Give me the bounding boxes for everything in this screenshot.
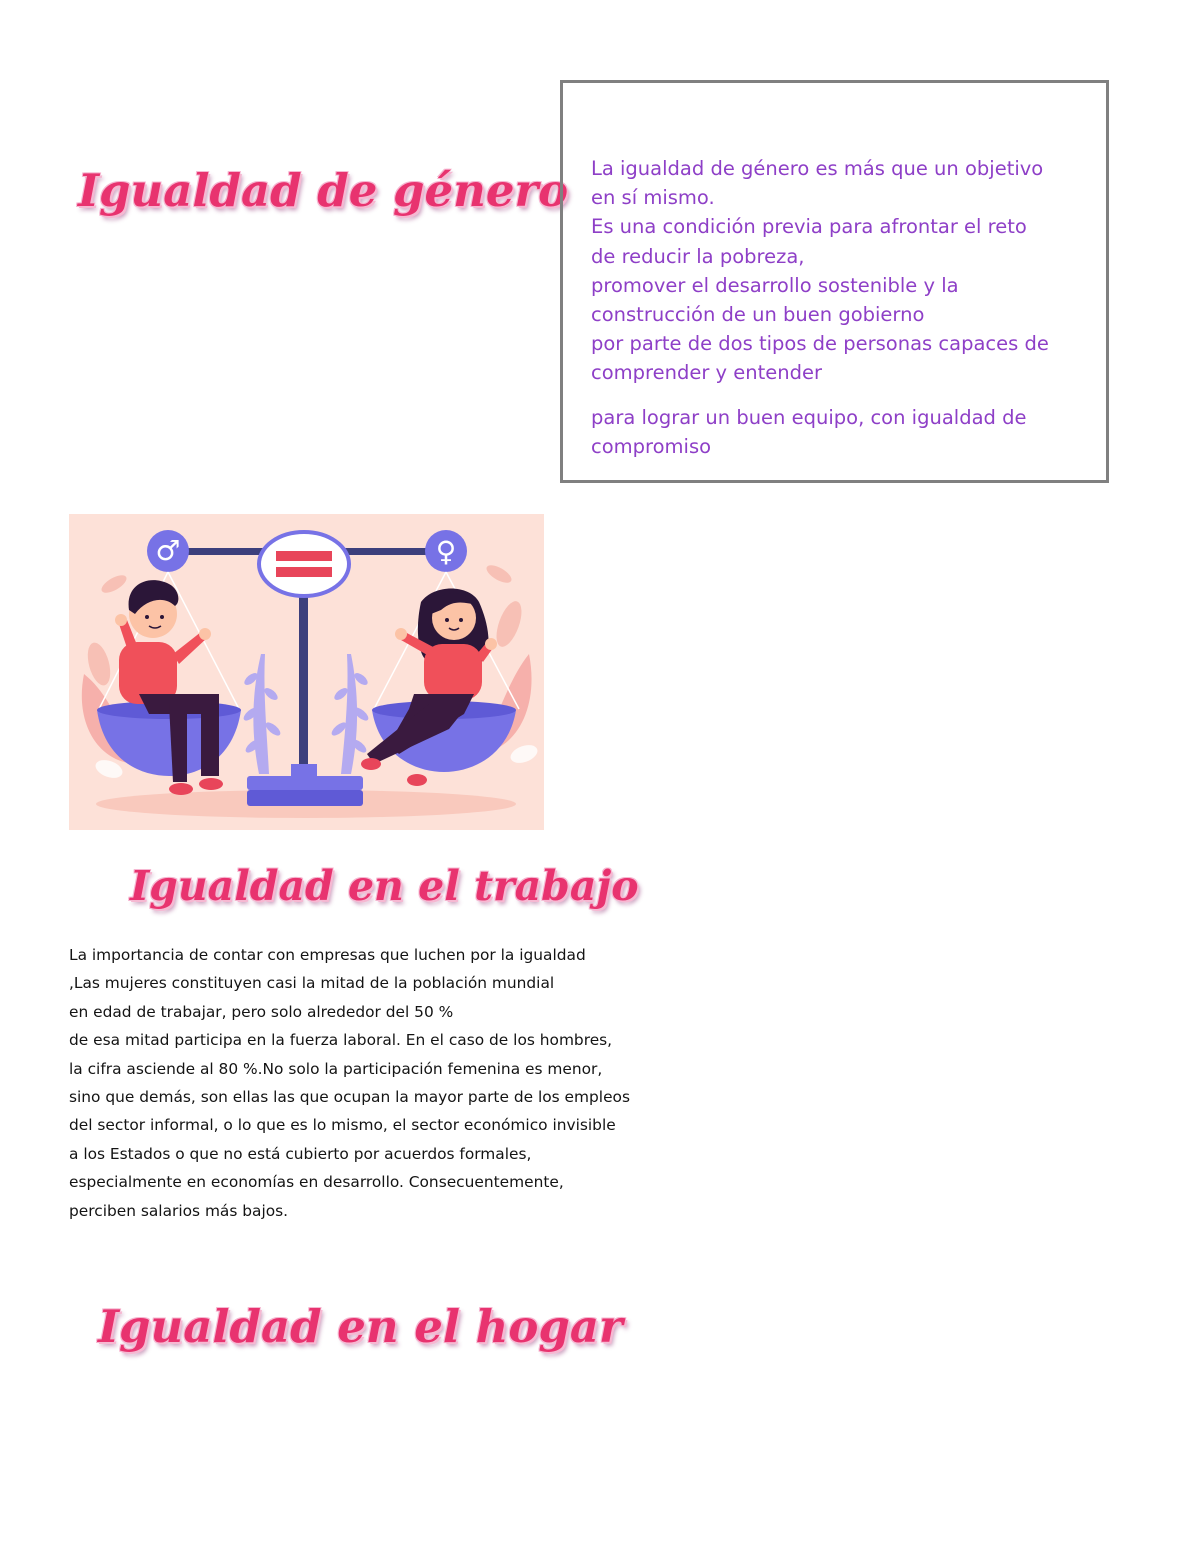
quote-line: de reducir la pobreza,	[591, 244, 805, 268]
heading-home-equality: Igualdad en el hogar	[98, 1300, 623, 1353]
quote-line: para lograr un buen equipo, con igualdad de	[591, 405, 1027, 429]
quote-line: por parte de dos tipos de personas capaces de	[591, 332, 1049, 356]
paragraph-line: perciben salarios más bajos.	[69, 1201, 289, 1220]
paragraph-line: La importancia de contar con empresas que luchen por la igualdad	[69, 946, 586, 964]
work-paragraph	[69, 941, 630, 1225]
scale-base	[247, 776, 363, 790]
paragraph-line: especialmente en economías en desarrollo. Consecuentemente,	[69, 1173, 564, 1192]
paragraph-line: en edad de trabajar, pero solo alrededor del 50 %	[69, 1002, 454, 1021]
quote-line: en sí mismo.	[591, 186, 715, 210]
paragraph-line: del sector informal, o lo que es lo mismo, el sector económico invisible	[69, 1116, 616, 1135]
heading-work-equality: Igualdad en el trabajo	[130, 862, 639, 910]
quote-line: Es una condición previa para afrontar el reto	[591, 215, 1027, 239]
quote-text	[591, 154, 1091, 461]
quote-line: comprender y entender	[591, 361, 823, 385]
quote-line: La igualdad de género es más que un objetivo	[591, 157, 1044, 180]
quote-box	[560, 80, 1109, 483]
paragraph-line: la cifra asciende al 80 %.No solo la participación femenina es menor,	[69, 1059, 603, 1078]
quote-line: construcción de un buen gobierno	[591, 303, 925, 327]
scale-base-top	[291, 764, 317, 778]
scale-pole	[299, 584, 308, 774]
equals-badge	[259, 532, 349, 596]
paragraph-line: sino que demás, son ellas las que ocupan la mayor parte de los empleos	[69, 1088, 630, 1107]
paragraph-line: ,Las mujeres constituyen casi la mitad de la población mundial	[69, 974, 555, 993]
paragraph-line: a los Estados o que no está cubierto por acuerdos formales,	[69, 1144, 532, 1163]
female-symbol-icon: ♀	[435, 535, 457, 568]
gender-scale-illustration	[69, 514, 544, 830]
male-symbol-icon: ♂	[155, 534, 181, 567]
quote-line: compromiso	[591, 434, 712, 458]
heading-gender-equality: Igualdad de género	[78, 164, 569, 217]
equals-bar-bottom	[276, 567, 332, 577]
quote-line: promover el desarrollo sostenible y la	[591, 273, 959, 297]
equals-bar-top	[276, 551, 332, 561]
paragraph-line: de esa mitad participa en la fuerza laboral. En el caso de los hombres,	[69, 1031, 613, 1050]
